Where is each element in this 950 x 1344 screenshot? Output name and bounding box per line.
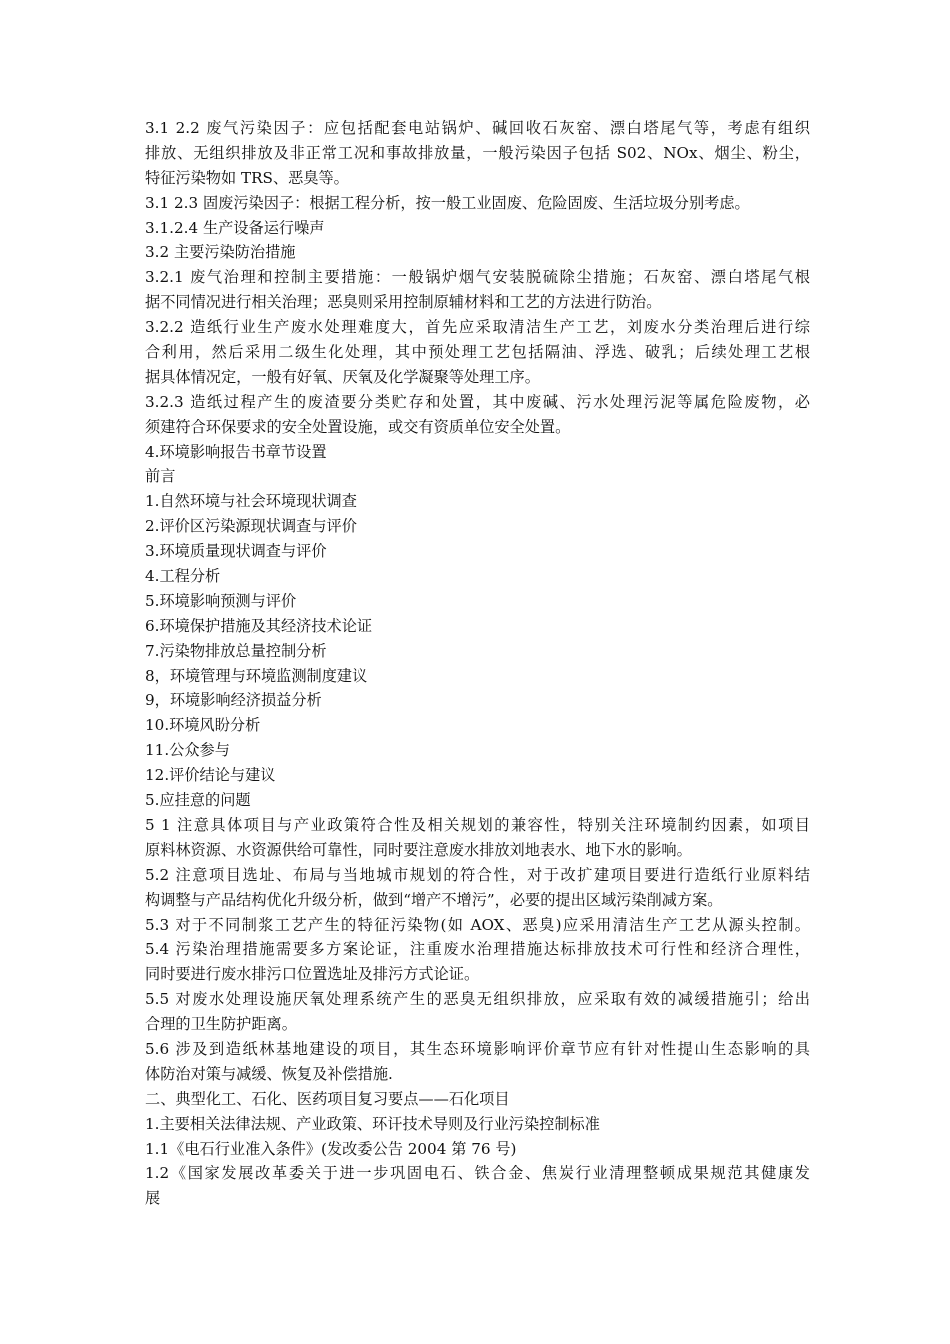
toc-item: 前言 <box>145 467 176 486</box>
document-page <box>145 116 810 1211</box>
toc-item: 5.环境影响预测与评价 <box>145 591 297 610</box>
toc-item: 7.污染物排放总量控制分析 <box>145 641 327 660</box>
toc-item: 12.评价结论与建议 <box>145 766 276 785</box>
text-line: 3.2.3 造纸过程产生的废渣要分类贮存和处置，其中废碱、污水处理污泥等属危险废物，必 <box>145 392 810 411</box>
text-line: 须建符合环保要求的安全处置设施，或交有资质单位安全处置。 <box>145 417 571 436</box>
text-line: 3.1.2.4 生产设备运行噪声 <box>145 218 325 237</box>
text-line: 展 <box>145 1189 161 1208</box>
text-line: 同时要进行废水排污口位置选址及排污方式论证。 <box>145 965 480 984</box>
text-line: 5.4 污染治理措施需要多方案论证，注重废水治理措施达标排放技术可行性和经济合理性， <box>145 940 810 959</box>
text-line: 据具体情况定，一般有好氧、厌氧及化学凝聚等处理工序。 <box>145 367 540 386</box>
text-line: 原料林资源、水资源供给可靠性，同时要注意废水排放刘地表水、地下水的影响。 <box>145 840 692 859</box>
section-heading: 二、典型化工、石化、医药项目复习要点——石化项目 <box>145 1089 510 1108</box>
section-heading: 4.环境影响报告书章节设置 <box>145 442 327 461</box>
toc-item: 11.公众参与 <box>145 741 230 760</box>
text-line: 构调整与产品结构优化升级分析，做到“增产不增污”，必要的提出区域污染削减方案。 <box>145 890 723 909</box>
text-line: 5.5 对废水处理设施厌氧处理系统产生的恶臭无组织排放，应采取有效的减缓措施引；给出 <box>145 990 810 1009</box>
text-line: 据不同情况进行相关治理；恶臭则采用控制原辅材料和工艺的方法进行防治。 <box>145 293 662 312</box>
toc-item: 1.自然环境与社会环境现状调查 <box>145 492 357 511</box>
text-line: 3.1 2.3 固废污染因子：根据工程分析，按一般工业固废、危险固废、生活垃圾分别考虑。 <box>145 193 750 212</box>
text-line: 合理的卫生防护距离。 <box>145 1015 297 1034</box>
text-line: 1.2《国家发展改革委关于进一步巩固电石、铁合金、焦炭行业清理整顿成果规范其健康发 <box>145 1164 810 1183</box>
text-line: 排放、无组织排放及非正常工况和事故排放量，一般污染因子包括 S02、NOx、烟尘、粉尘， <box>145 143 810 162</box>
text-line: 3.2.2 造纸行业生产废水处理难度大，首先应采取清洁生产工艺，刘废水分类治理后进行综 <box>145 318 810 337</box>
toc-item: 10.环境风盼分析 <box>145 716 261 735</box>
text-line: 3.1 2.2 废气污染因子：应包括配套电站锅炉、碱回收石灰窑、漂白塔尾气等，考虑有组织 <box>145 119 810 137</box>
text-line: 特征污染物如 TRS、恶臭等。 <box>145 168 349 187</box>
toc-item: 8，环境管理与环境监测制度建议 <box>145 666 368 685</box>
text-line: 3.2.1 废气治理和控制主要措施：一般锅炉烟气安装脱硫除尘措施；石灰窑、漂白塔尾气根 <box>145 268 810 287</box>
text-line: 5.3 对于不同制浆工艺产生的特征污染物(如 AOX、恶臭)应采用清洁生产工艺从源头控制。 <box>145 915 810 934</box>
text-line: 5.6 涉及到造纸林基地建设的项目，其生态环境影响评价章节应有针对性提山生态影响的具 <box>145 1039 810 1058</box>
section-heading: 5.应挂意的问题 <box>145 791 251 810</box>
toc-item: 4.工程分析 <box>145 567 221 586</box>
toc-item: 2.评价区污染源现状调查与评价 <box>145 517 357 536</box>
toc-item: 6.环境保护措施及其经济技术论证 <box>145 616 373 635</box>
text-line: 5.2 注意项目选址、布局与当地城市规划的符合性，对于改扩建项目要进行造纸行业原料结 <box>145 865 810 884</box>
text-line: 合利用，然后采用二级生化处理，其中预处理工艺包括隔油、浮选、破乳；后续处理工艺根 <box>145 343 810 362</box>
text-line: 1.主要相关法律法规、产业政策、环讦技术导则及行业污染控制标准 <box>145 1114 600 1133</box>
text-line: 5 1 注意具体项目与产业政策符合性及相关规划的兼容性，特别关注环境制约因素，如项目 <box>145 815 810 834</box>
section-heading: 3.2 主要污染防治措施 <box>145 243 296 262</box>
toc-item: 3.环境质量现状调查与评价 <box>145 542 327 561</box>
toc-item: 9，环境影响经济损益分析 <box>145 691 322 710</box>
text-line: 体防治对策与减缓、恢复及补偿措施. <box>145 1064 393 1083</box>
text-line: 1.1《电石行业准入条件》(发改委公告 2004 第 76 号) <box>145 1139 517 1158</box>
